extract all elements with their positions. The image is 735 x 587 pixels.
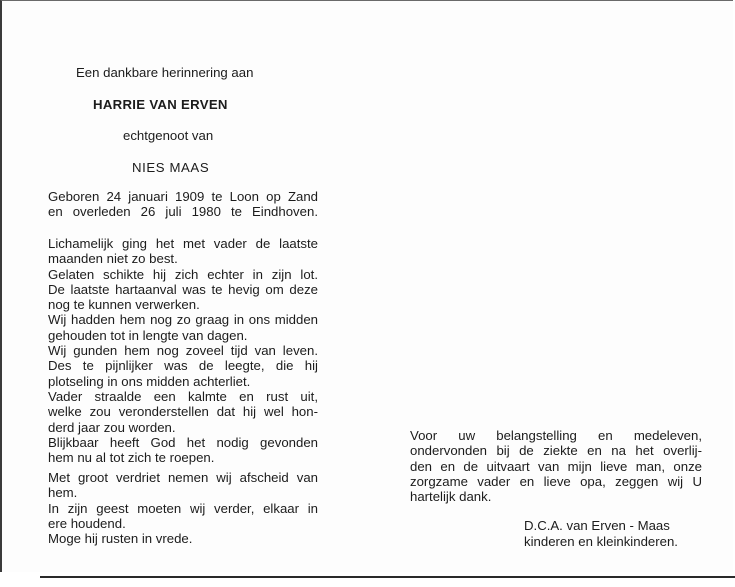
thanks-line: ondervonden bij de ziekte en na het overlij- (410, 443, 702, 459)
death-line: en overleden 26 juli 1980 te Eindhoven. (48, 204, 318, 220)
tribute-line: gehouden tot in lengte van dagen. (48, 327, 248, 343)
signature-family: kinderen en kleinkinderen. (524, 534, 678, 549)
thanks-text-block (410, 428, 702, 504)
signature-name: D.C.A. van Erven - Maas (524, 518, 670, 533)
thanks-line: zorgzame vader en lieve opa, zeggen wij U (410, 473, 702, 489)
tribute-line: Lichamelijk ging het met vader de laatste (48, 236, 318, 251)
tribute-line: welke zou veronderstellen dat hij wel hon- (48, 404, 318, 420)
tribute-text-block (48, 236, 318, 465)
birth-line: Geboren 24 januari 1909 te Loon op Zand (48, 189, 318, 204)
closing-line: Moge hij rusten in vrede. (48, 531, 193, 547)
closing-line: In zijn geest moeten wij verder, elkaar in (48, 500, 318, 516)
thanks-line: Voor uw belangstelling en medeleven, (410, 428, 702, 443)
edge-line (40, 576, 735, 578)
closing-line: hem. (48, 485, 78, 501)
tribute-line: Des te pijnlijker was de leegte, die hij (48, 358, 318, 374)
thanks-line: den en de uitvaart van mijn lieve man, onze (410, 458, 702, 474)
birth-death-block (48, 189, 318, 220)
tribute-line: plotseling in ons midden achterliet. (48, 373, 251, 389)
closing-line: ere houdend. (48, 515, 126, 531)
closing-line: Met groot verdriet nemen wij afscheid van (48, 470, 318, 485)
closing-text-block (48, 470, 318, 546)
tribute-line: Wij gunden hem nog zoveel tijd van leven. (48, 343, 318, 359)
relation-text: echtgenoot van (123, 128, 214, 143)
tribute-line: Wij hadden hem nog zo graag in ons midden (48, 312, 318, 328)
tribute-line: nog te kunnen verwerken. (48, 297, 200, 313)
card-bottom-edge (0, 572, 735, 587)
spouse-name: NIES MAAS (132, 160, 210, 175)
tribute-line: Gelaten schikte hij zich echter in zijn lot. (48, 266, 318, 282)
tribute-line: De laatste hartaanval was te hevig om deze (48, 281, 318, 297)
deceased-name: HARRIE VAN ERVEN (93, 97, 228, 112)
tribute-line: maanden niet zo best. (48, 251, 178, 267)
tribute-line: derd jaar zou worden. (48, 419, 176, 435)
thanks-line: hartelijk dank. (410, 489, 492, 505)
tribute-line: Blijkbaar heeft God het nodig gevonden (48, 434, 318, 450)
intro-text: Een dankbare herinnering aan (76, 65, 254, 80)
tribute-line: Vader straalde een kalmte en rust uit, (48, 388, 318, 404)
tribute-line: hem nu al tot zich te roepen. (48, 450, 215, 466)
